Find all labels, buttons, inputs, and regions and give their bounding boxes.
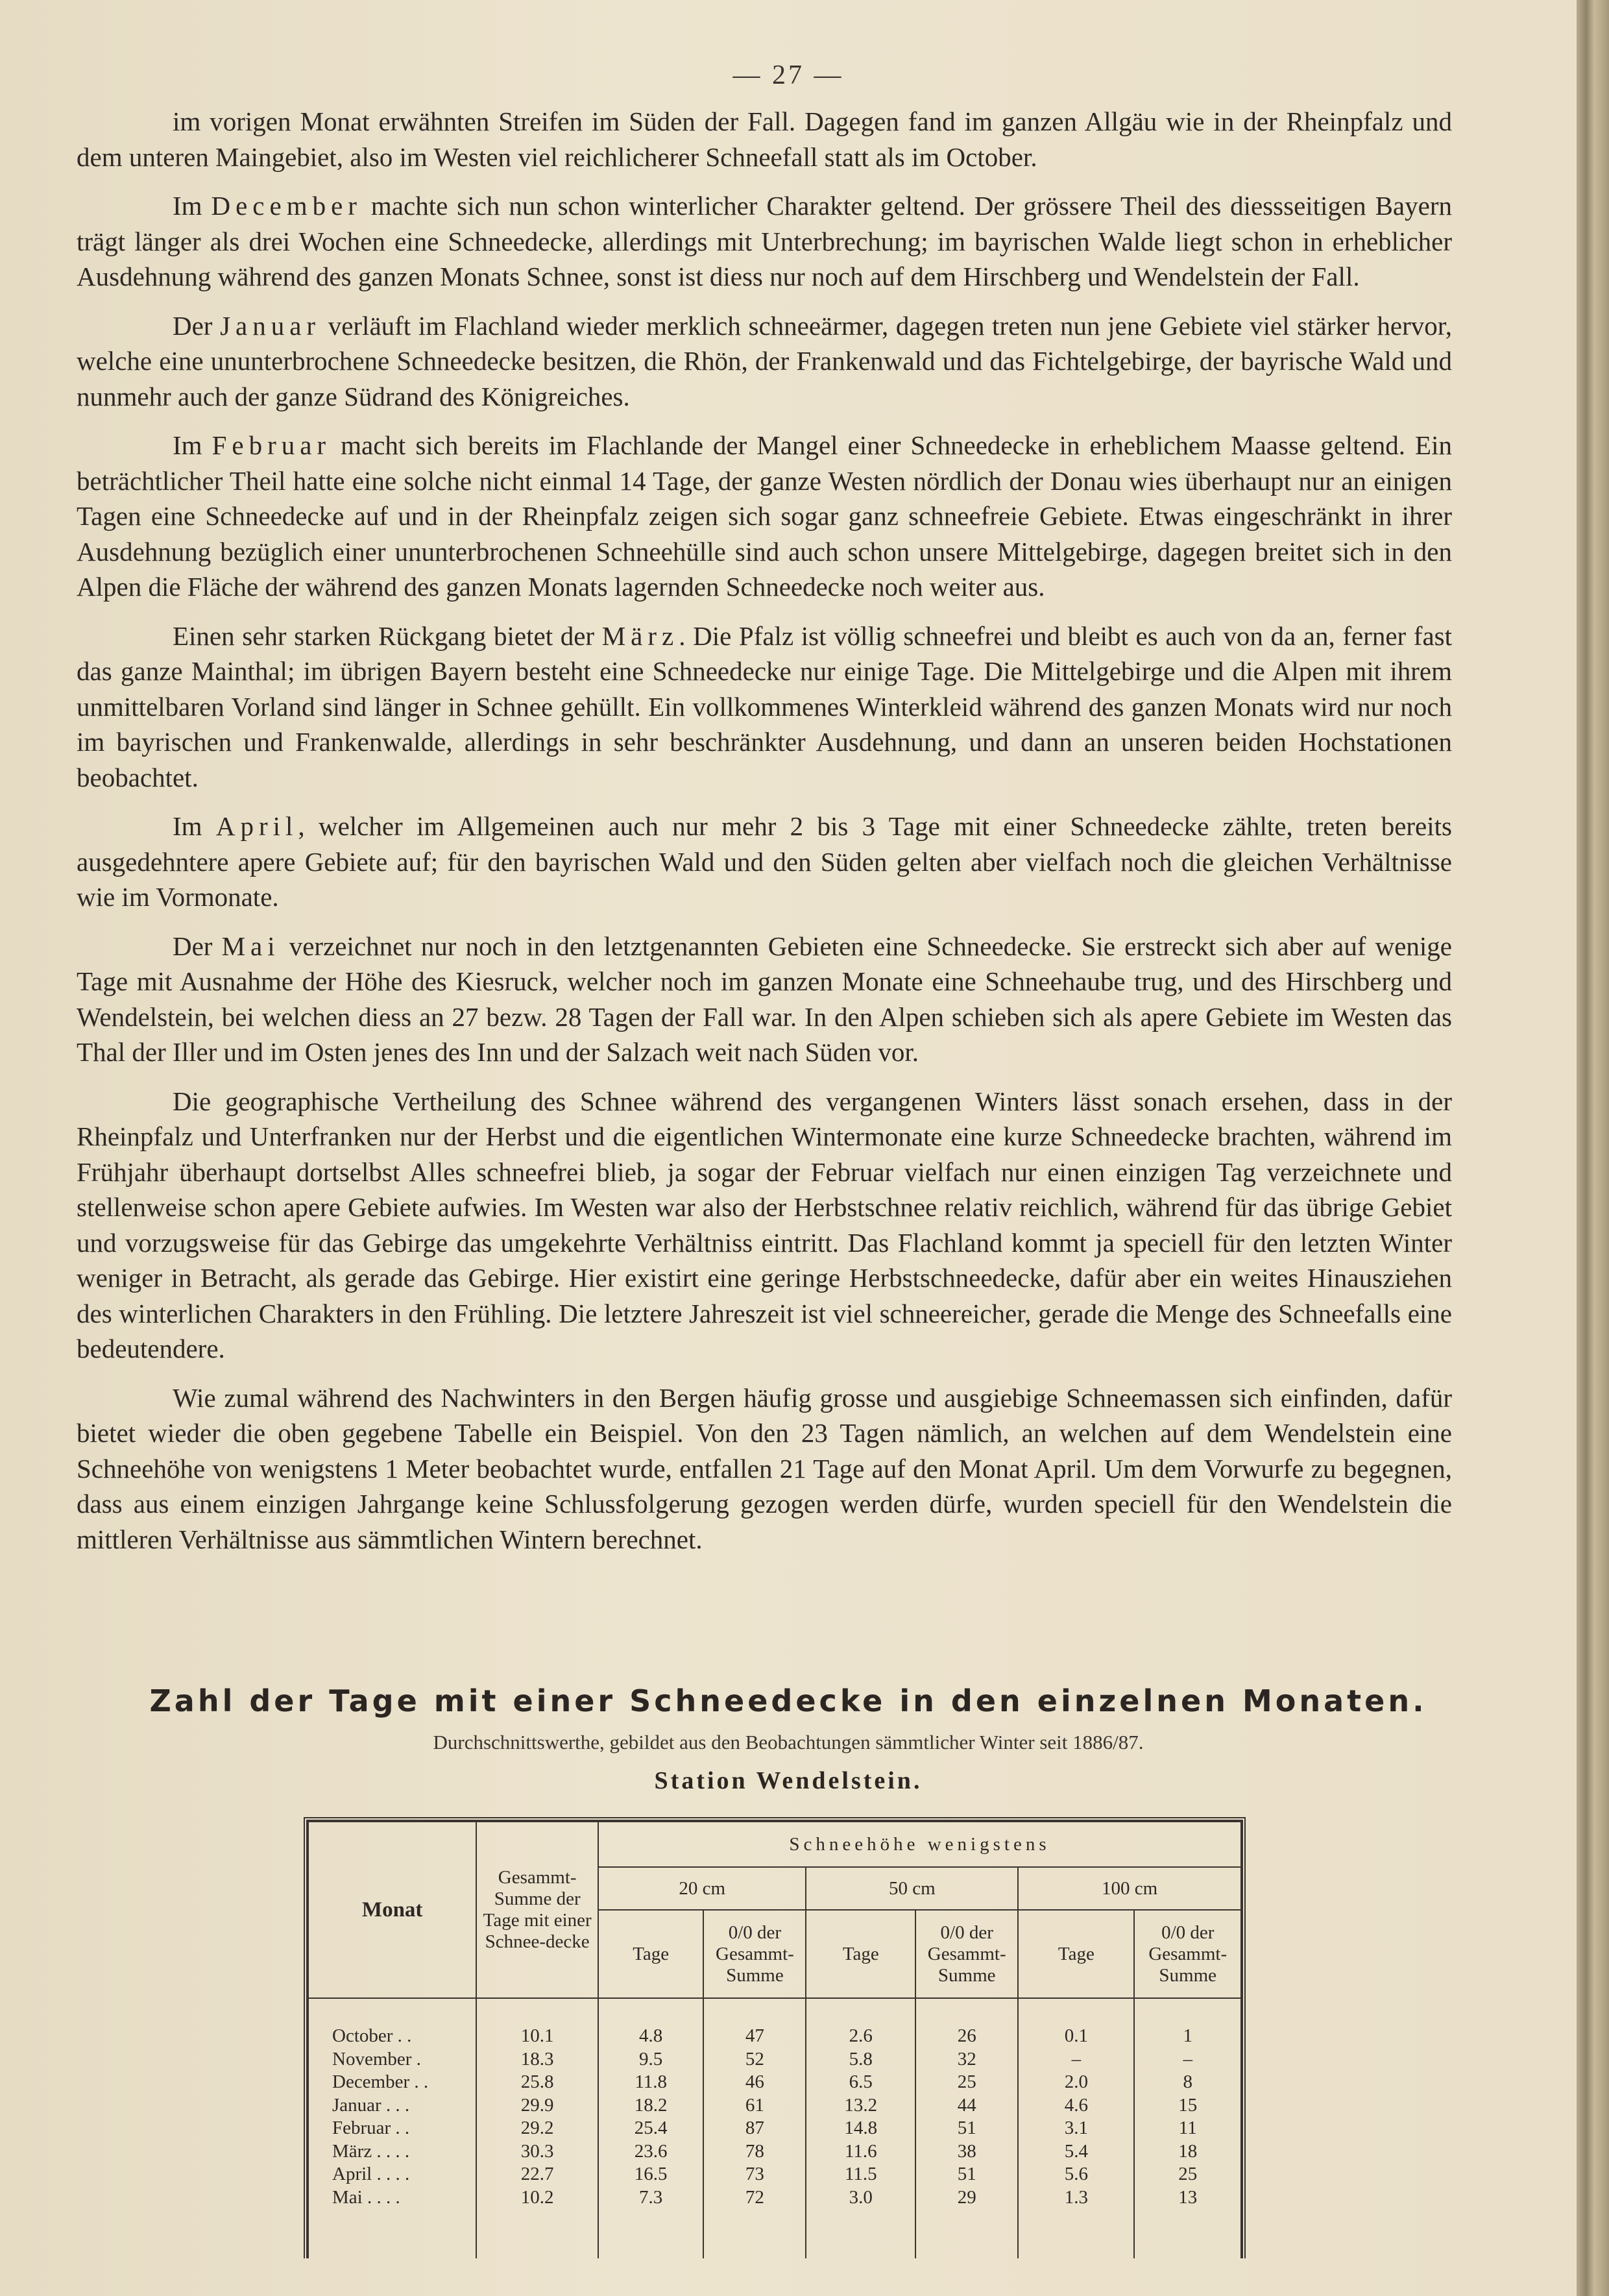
cell-gesammt: 10.2 [476, 2186, 598, 2210]
cell-t50: 11.6 [806, 2140, 915, 2164]
cell-gesammt: 22.7 [476, 2163, 598, 2186]
cell-p50: 25 [915, 2071, 1018, 2094]
paragraph: Im April, welcher im Allgemeinen auch nur mehr 2 bis 3 Tage mit einer Schneedecke zählte, treten bereits ausgedehntere apere Gebiete auf; für den bayrischen Wald und den Süden gelten aber vielfach noch die gleichen Verhältnisse wie im Vormonate. [77, 811, 1452, 912]
cell-p20: 46 [703, 2071, 806, 2094]
cell-t100: 0.1 [1018, 2025, 1134, 2048]
cell-p50: 51 [915, 2163, 1018, 2186]
cell-p50: 44 [915, 2094, 1018, 2118]
cell-t50: 6.5 [806, 2071, 915, 2094]
body-text [77, 104, 1452, 1570]
paragraph: Der Mai verzeichnet nur noch in den letztgenannten Gebieten eine Schneedecke. Sie erstreckt sich aber auf wenige Tage mit Ausnahme der Höhe des Kiesruck, welcher noch im ganzen Monate eine Schneehaube trug, und des Hirschberg und Wendelstein, bei welchen diess an 27 bezw. 28 Tagen der Fall war. In den Alpen schieben sich als apere Gebiete im Westen das Thal der Iller und im Osten jenes des Inn und der Salzach weit nach Süden vor. [77, 931, 1453, 1067]
cell-p100: 18 [1134, 2140, 1241, 2164]
cell-monat: Mai . . . . [308, 2186, 476, 2210]
header-20cm: 20 cm [598, 1867, 806, 1910]
header-schneehoehe: Schneehöhe wenigstens [598, 1822, 1241, 1867]
header-100cm: 100 cm [1018, 1867, 1241, 1910]
cell-p100: 13 [1134, 2186, 1241, 2210]
header-50cm: 50 cm [806, 1867, 1018, 1910]
cell-p100: 25 [1134, 2163, 1241, 2186]
table-subtitle: Durchschnittswerthe, gebildet aus den Beobachtungen sämmtlicher Winter seit 1886/87. [433, 1731, 1144, 1753]
cell-p20: 87 [703, 2117, 806, 2140]
cell-p50: 32 [915, 2048, 1018, 2071]
header-monat: Monat [308, 1822, 476, 1998]
page-number: — 27 — [732, 60, 844, 90]
month-name: April [215, 811, 298, 841]
paragraph: im vorigen Monat erwähnten Streifen im Süden der Fall. Dagegen fand im ganzen Allgäu wie in der Rheinpfalz und dem unteren Maingebiet, also im Westen viel reichlicherer Schneefall statt als im October. [77, 106, 1452, 172]
cell-p100: 1 [1134, 2025, 1241, 2048]
cell-t50: 2.6 [806, 2025, 915, 2048]
header-prozent: 0/0 der Gesammt-Summe [703, 1910, 806, 1998]
cell-t20: 11.8 [598, 2071, 703, 2094]
header-gesammt: Gesammt-Summe der Tage mit einer Schnee-decke [476, 1822, 598, 1998]
cell-t100: 1.3 [1018, 2186, 1134, 2210]
cell-p100: 11 [1134, 2117, 1241, 2140]
paragraph: Die geographische Vertheilung des Schnee während des vergangenen Winters lässt sonach ersehen, dass in der Rheinpfalz und Unterfranken nur der Herbst und die eigentlichen Wintermonate eine kurze Schneedecke brachten, während im Frühjahr überhaupt dortselbst Alles schneefrei blieb, ja sogar der Februar vielfach nur einen einzigen Tag verzeichnete und stellenweise schon apere Gebiete aufwies. Im Westen war also der Herbstschnee relativ reichlich, während für das übrige Gebiet und vorzugsweise für das Gebirge das umgekehrte Verhältniss eintritt. Das Flachland kommt ja speciell für den letzten Winter weniger in Betracht, als gerade das Gebirge. Hier existirt eine geringe Herbstschneedecke, dafür aber ein weites Hinausziehen des winterlichen Charakters in den Frühling. Die letztere Jahreszeit ist viel schneereicher, gerade die Menge des Schneefalls eine bedeutendere. [77, 1086, 1452, 1363]
cell-t20: 9.5 [598, 2048, 703, 2071]
paragraph: Wie zumal während des Nachwinters in den Bergen häufig grosse und ausgiebige Schneemassen sich einfinden, dafür bietet wieder die oben gegebene Tabelle ein Beispiel. Von den 23 Tagen nämlich, an welchen auf dem Wendelstein eine Schneehöhe von wenigstens 1 Meter beobachtet wurde, entfallen 21 Tage auf den Monat April. Um dem Vorwurfe zu begegnen, dass aus einem einzigen Jahrgange keine Schlussfolgerung gezogen werden dürfe, wurden speciell für den Wendelstein die mittleren Verhältnisse aus sämmtlichen Wintern berechnet. [77, 1382, 1452, 1554]
cell-p50: 26 [915, 2025, 1018, 2048]
paragraph: Im Februar macht sich bereits im Flachlande der Mangel einer Schneedecke in erheblichem Maasse geltend. Ein beträchtlicher Theil hatte eine solche nicht einmal 14 Tage, der ganze Westen nördlich der Donau wies überhaupt nur an einigen Tagen eine Schneedecke auf und in der Rheinpfalz zeigen sich sogar ganz schneefreie Gebiete. Etwas eingeschränkt in ihrer Ausdehnung bezüglich einer ununterbrochenen Schneehülle sind auch schon unsere Mittelgebirge, dagegen breitet sich in den Alpen die Fläche der während des ganzen Monats lagernden Schneedecke noch weiter aus. [77, 430, 1452, 602]
cell-gesammt: 10.1 [476, 2025, 598, 2048]
cell-t50: 5.8 [806, 2048, 915, 2071]
cell-monat: October . . [308, 2025, 476, 2048]
cell-t50: 14.8 [806, 2117, 915, 2140]
cell-t20: 4.8 [598, 2025, 703, 2048]
cell-monat: März . . . . [308, 2140, 476, 2164]
table-row [308, 2048, 1241, 2071]
table-row [308, 2025, 1241, 2048]
month-name: März [601, 620, 679, 651]
page-edge [1577, 0, 1609, 2296]
cell-gesammt: 29.2 [476, 2117, 598, 2140]
cell-t100: 5.6 [1018, 2163, 1134, 2186]
table-row [308, 2071, 1241, 2094]
cell-gesammt: 18.3 [476, 2048, 598, 2071]
cell-t50: 3.0 [806, 2186, 915, 2210]
table-title: Zahl der Tage mit einer Schneedecke in den einzelnen Monaten. [149, 1683, 1427, 1718]
cell-p100: 15 [1134, 2094, 1241, 2118]
table-row [308, 2186, 1241, 2210]
cell-t100: 4.6 [1018, 2094, 1134, 2118]
table-row [308, 2094, 1241, 2118]
month-name: December [211, 191, 362, 221]
table-station: Station Wendelstein. [654, 1767, 923, 1794]
cell-t20: 7.3 [598, 2186, 703, 2210]
paragraph: Einen sehr starken Rückgang bietet der März. Die Pfalz ist völlig schneefrei und bleibt es auch von da an, ferner fast das ganze Mainthal; im übrigen Bayern besteht eine Schneedecke nur einige Tage. Die Mittelgebirge und die Alpen mit ihrem unmittelbaren Vorland sind länger in Schnee gehüllt. Ein vollkommenes Winterkleid während des ganzen Monats wird nur noch im bayrischen und Frankenwalde, allerdings in sehr beschränkter Ausdehnung, und dann an unseren beiden Hochstationen beobachtet. [77, 620, 1453, 792]
month-name: Februar [212, 430, 332, 460]
cell-p20: 73 [703, 2163, 806, 2186]
month-name: Januar [220, 310, 321, 341]
snow-table [304, 1817, 1246, 2258]
cell-t100: 3.1 [1018, 2117, 1134, 2140]
table-row [308, 2117, 1241, 2140]
paragraph: Der Januar verläuft im Flachland wieder merklich schneeärmer, dagegen treten nun jene Gebiete viel stärker hervor, welche eine ununterbrochene Schneedecke besitzen, die Rhön, der Frankenwald und das Fichtelgebirge, der bayrische Wald und nunmehr auch der ganze Südrand des Königreiches. [77, 310, 1452, 411]
table-row [308, 2140, 1241, 2164]
cell-p50: 38 [915, 2140, 1018, 2164]
header-tage: Tage [1018, 1910, 1134, 1998]
cell-t20: 16.5 [598, 2163, 703, 2186]
cell-t100: 5.4 [1018, 2140, 1134, 2164]
cell-t50: 13.2 [806, 2094, 915, 2118]
header-prozent: 0/0 der Gesammt-Summe [1134, 1910, 1241, 1998]
cell-p20: 52 [703, 2048, 806, 2071]
cell-gesammt: 25.8 [476, 2071, 598, 2094]
table-row [308, 2163, 1241, 2186]
paragraph: Im December machte sich nun schon winterlicher Charakter geltend. Der grössere Theil des diessseitigen Bayern trägt länger als drei Wochen eine Schneedecke, allerdings mit Unterbrechung; im bayrischen Walde liegt schon in erheblicher Ausdehnung während des ganzen Monats Schnee, sonst ist diess nur noch auf dem Hirschberg und Wendelstein der Fall. [77, 191, 1452, 291]
cell-t50: 11.5 [806, 2163, 915, 2186]
cell-gesammt: 30.3 [476, 2140, 598, 2164]
cell-monat: Februar . . [308, 2117, 476, 2140]
cell-p20: 72 [703, 2186, 806, 2210]
header-prozent: 0/0 der Gesammt-Summe [915, 1910, 1018, 1998]
cell-p20: 78 [703, 2140, 806, 2164]
cell-t100: 2.0 [1018, 2071, 1134, 2094]
cell-gesammt: 29.9 [476, 2094, 598, 2118]
cell-p100: 8 [1134, 2071, 1241, 2094]
cell-p100: – [1134, 2048, 1241, 2071]
cell-p20: 61 [703, 2094, 806, 2118]
header-tage: Tage [598, 1910, 703, 1998]
cell-monat: April . . . . [308, 2163, 476, 2186]
cell-monat: November . [308, 2048, 476, 2071]
cell-monat: December . . [308, 2071, 476, 2094]
cell-p50: 29 [915, 2186, 1018, 2210]
month-name: Mai [221, 931, 280, 961]
header-tage: Tage [806, 1910, 915, 1998]
cell-p50: 51 [915, 2117, 1018, 2140]
cell-t20: 18.2 [598, 2094, 703, 2118]
cell-t20: 25.4 [598, 2117, 703, 2140]
cell-t100: – [1018, 2048, 1134, 2071]
cell-monat: Januar . . . [308, 2094, 476, 2118]
cell-t20: 23.6 [598, 2140, 703, 2164]
cell-p20: 47 [703, 2025, 806, 2048]
